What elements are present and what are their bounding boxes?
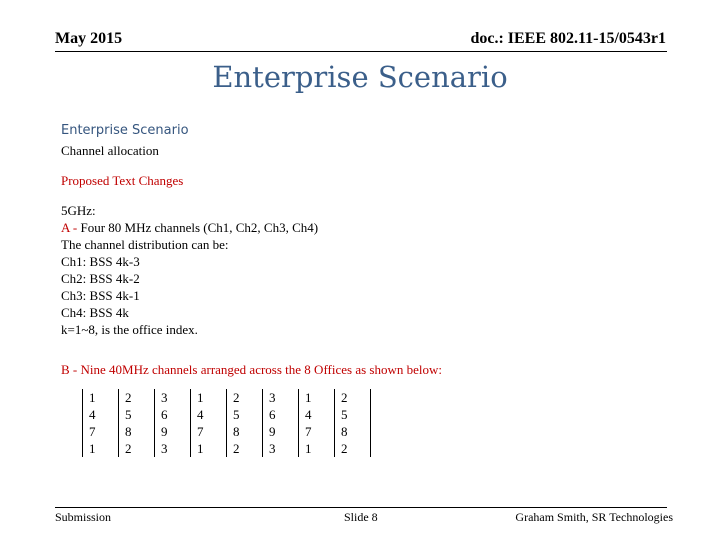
channel-cell: 1 xyxy=(191,440,227,457)
channel-cell: 8 xyxy=(335,423,371,440)
channel-cell: 4 xyxy=(191,406,227,423)
channel-cell: 5 xyxy=(335,406,371,423)
subheading: Enterprise Scenario xyxy=(61,123,189,138)
section-a-prefix: A - xyxy=(61,220,81,235)
footer-author: Graham Smith, SR Technologies xyxy=(515,510,673,524)
footer-divider xyxy=(55,507,667,508)
channel-cell: 3 xyxy=(263,440,299,457)
channel-cell: 7 xyxy=(191,423,227,440)
channel-cell: 1 xyxy=(299,440,335,457)
channel-cell: 3 xyxy=(263,389,299,406)
channel-table-row xyxy=(83,406,371,423)
footer-slide-number: Slide 8 xyxy=(344,510,378,524)
section-a-line: Ch2: BSS 4k-2 xyxy=(61,271,140,286)
channel-cell: 2 xyxy=(227,440,263,457)
header-doc-id: doc.: IEEE 802.11-15/0543r1 xyxy=(470,30,666,47)
channel-cell: 6 xyxy=(263,406,299,423)
proposed-text-label: Proposed Text Changes xyxy=(61,173,184,188)
section-a-heading xyxy=(61,219,318,236)
channel-cell: 8 xyxy=(119,423,155,440)
section-a-line: Ch3: BSS 4k-1 xyxy=(61,288,140,303)
header-divider xyxy=(55,51,667,52)
section-a-line: The channel distribution can be: xyxy=(61,237,229,252)
channel-cell: 1 xyxy=(191,389,227,406)
channel-cell: 1 xyxy=(83,389,119,406)
channel-cell: 3 xyxy=(155,389,191,406)
channel-cell: 9 xyxy=(155,423,191,440)
channel-table-row xyxy=(83,423,371,440)
channel-cell: 9 xyxy=(263,423,299,440)
footer-submission: Submission xyxy=(55,510,112,524)
channel-cell: 2 xyxy=(227,389,263,406)
channel-cell: 5 xyxy=(227,406,263,423)
slide-title: Enterprise Scenario xyxy=(212,60,508,94)
section-b-heading: B - Nine 40MHz channels arranged across the 8 Offices as shown below: xyxy=(61,362,442,377)
section-a-line: Ch1: BSS 4k-3 xyxy=(61,254,140,269)
channel-cell: 2 xyxy=(119,440,155,457)
channel-table-row xyxy=(83,389,371,406)
channel-cell: 1 xyxy=(299,389,335,406)
section-a-line: Ch4: BSS 4k xyxy=(61,305,129,320)
header-date: May 2015 xyxy=(55,30,123,47)
section-a-line: k=1~8, is the office index. xyxy=(61,322,198,337)
channel-cell: 2 xyxy=(335,440,371,457)
section-a xyxy=(61,202,318,338)
channel-table xyxy=(82,389,371,457)
channel-cell: 6 xyxy=(155,406,191,423)
channel-cell: 1 xyxy=(83,440,119,457)
channel-cell: 4 xyxy=(299,406,335,423)
channel-allocation-label: Channel allocation xyxy=(61,143,159,158)
channel-cell: 7 xyxy=(299,423,335,440)
channel-cell: 4 xyxy=(83,406,119,423)
channel-cell: 5 xyxy=(119,406,155,423)
channel-cell: 7 xyxy=(83,423,119,440)
band-label: 5GHz: xyxy=(61,203,96,218)
channel-cell: 2 xyxy=(119,389,155,406)
section-a-heading-text: Four 80 MHz channels (Ch1, Ch2, Ch3, Ch4) xyxy=(80,220,319,235)
channel-cell: 2 xyxy=(335,389,371,406)
channel-table-row xyxy=(83,440,371,457)
channel-cell: 8 xyxy=(227,423,263,440)
channel-cell: 3 xyxy=(155,440,191,457)
